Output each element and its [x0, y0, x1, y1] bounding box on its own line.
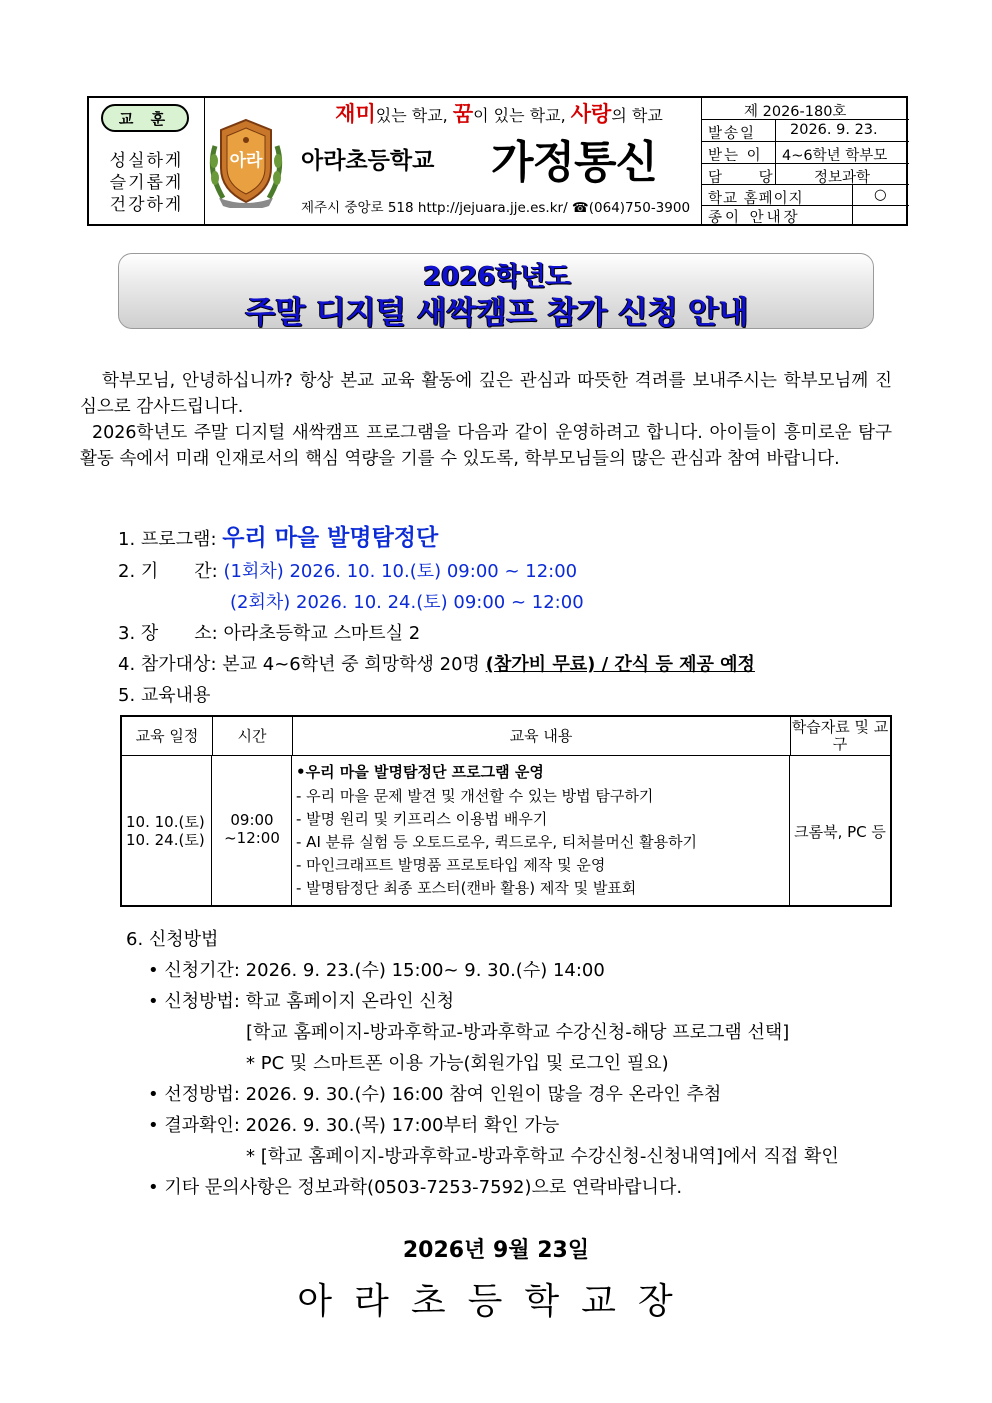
- motto-badge: 교 훈: [101, 104, 189, 132]
- result-note: * [학교 홈페이지-방과후학교-방과후학교 수강신청-신청내역]에서 직접 확인: [246, 1146, 839, 1167]
- list-item: - AI 분류 실험 등 오토드로우, 퀵드로우, 티처블머신 활용하기: [296, 833, 698, 851]
- slogan-word-dream: 꿈: [452, 102, 474, 126]
- title-banner: [118, 253, 874, 329]
- table-header-row: [122, 717, 890, 756]
- application-note: * PC 및 스마트폰 이용 가능(회원가입 및 로그인 필요): [246, 1053, 669, 1074]
- target-value: 본교 4~6학년 중 희망학생 20명: [222, 654, 480, 675]
- header-time: 시간: [212, 717, 293, 755]
- list-item: - 발명탐정단 최종 포스터(캔바 활용) 제작 및 발표회: [296, 879, 637, 897]
- recipient-row: 받는 이 4~6학년 학부모: [702, 142, 909, 164]
- session-date: 10. 24.(토): [126, 831, 205, 849]
- session-2: (2회차) 2026. 10. 24.(토) 09:00 ~ 12:00: [230, 592, 584, 613]
- intro-paragraph: 2026학년도 주말 디지털 새싹캠프 프로그램을 다음과 같이 운영하려고 합니다. 아이들이 흥미로운 탐구 활동 속에서 미래 인재로서의 핵심 역량을 기를 수 있도록, 학부모님들의 많은 관심과 참여 바랍니다.: [80, 423, 892, 469]
- recipient: 4~6학년 학부모: [782, 148, 888, 164]
- time-cell: [212, 755, 292, 905]
- period-item: 2. 기 간: (1회차) 2026. 10. 10.(토) 09:00 ~ 12:00: [118, 561, 578, 582]
- selection-method: • 선정방법: 2026. 9. 30.(수) 16:00 참여 인원이 많을 경우 온라인 추첨: [148, 1084, 722, 1105]
- slogan-word-love: 사랑: [570, 102, 612, 126]
- intro-paragraph: 학부모님, 안녕하십니까? 항상 본교 교육 활동에 깊은 관심과 따뜻한 격려를 보내주시는 학부모님께 진심으로 감사드립니다.: [80, 371, 892, 417]
- school-slogan: 재미있는 학교, 꿈이 있는 학교, 사랑의 학교: [335, 102, 663, 126]
- manager: 정보과학: [814, 170, 871, 186]
- list-item: - 우리 마을 문제 발견 및 개선할 수 있는 방법 탐구하기: [296, 787, 654, 805]
- target-item: 4. 참가대상: 본교 4~6학년 중 희망학생 20명 (참가비 무료) / 간식 등 제공 예정: [118, 654, 755, 675]
- send-date: 2026. 9. 23.: [790, 122, 878, 138]
- session-1: (1회차) 2026. 10. 10.(토) 09:00 ~ 12:00: [223, 561, 578, 582]
- content-heading: 5. 교육내용: [118, 685, 211, 706]
- application-method: • 신청방법: 학교 홈페이지 온라인 신청: [148, 991, 455, 1012]
- svg-text:아라: 아라: [229, 151, 263, 171]
- header-materials: 학습자료 및 교구: [791, 718, 889, 753]
- page-title: 주말 디지털 새싹캠프 참가 신청 안내: [245, 295, 749, 331]
- application-heading: 6. 신청방법: [126, 929, 219, 950]
- place-value: 아라초등학교 스마트실 2: [223, 623, 421, 644]
- content-title: •우리 마을 발명탐정단 프로그램 운영: [296, 763, 544, 781]
- issue-number-row: [702, 98, 909, 120]
- list-item: - 발명 원리 및 키프리스 이용법 배우기: [296, 810, 548, 828]
- time-end: ~12:00: [224, 829, 280, 847]
- homepage-mark: ○: [874, 187, 887, 203]
- place-item: 3. 장 소: 아라초등학교 스마트실 2: [118, 623, 421, 644]
- manager-row: 담 당 정보과학: [702, 164, 909, 185]
- curriculum-table: [120, 715, 892, 907]
- paper-row: 종이 안내장: [702, 206, 909, 224]
- inquiry-contact: • 기타 문의사항은 정보과학(0503-7253-7592)으로 연락바랍니다.: [148, 1177, 683, 1198]
- newsletter-header: [87, 96, 908, 226]
- school-name: 아라초등학교: [301, 148, 435, 174]
- school-contact: 제주시 중앙로 518 http://jejuara.jje.es.kr/ ☎(064)750-3900: [301, 200, 691, 216]
- materials-cell: 크롬북, PC 등: [794, 823, 886, 841]
- application-period: • 신청기간: 2026. 9. 23.(수) 15:00~ 9. 30.(수) 14:00: [148, 960, 605, 981]
- issue-number: 제 2026-180호: [744, 104, 847, 120]
- list-item: - 마인크래프트 발명품 프로토타입 제작 및 운영: [296, 856, 606, 874]
- session-date: 10. 10.(토): [126, 813, 205, 831]
- school-emblem-icon: [205, 116, 287, 208]
- schedule-cell: [122, 755, 212, 905]
- issue-info-table: [701, 98, 909, 224]
- newsletter-name: 가정통신: [491, 137, 658, 188]
- principal-signature: 아라초등학교장: [297, 1281, 695, 1322]
- motto-line: 슬기롭게: [109, 173, 184, 193]
- time-start: 09:00: [230, 811, 274, 829]
- application-path: [학교 홈페이지-방과후학교-방과후학교 수강신청-해당 프로그램 선택]: [246, 1022, 790, 1043]
- motto-line: 건강하게: [109, 195, 184, 215]
- program-item: 1. 프로그램: 우리 마을 발명탐정단: [118, 525, 439, 551]
- slogan-word-fun: 재미: [335, 102, 376, 126]
- title-year: 2026학년도: [423, 262, 571, 292]
- program-name: 우리 마을 발명탐정단: [222, 525, 439, 551]
- result-check: • 결과확인: 2026. 9. 30.(목) 17:00부터 확인 가능: [148, 1115, 560, 1136]
- motto-line: 성실하게: [109, 151, 184, 171]
- send-date-row: 발송일 2026. 9. 23.: [702, 120, 909, 142]
- header-content: 교육 내용: [292, 717, 791, 755]
- school-motto: [89, 98, 205, 224]
- header-schedule: 교육 일정: [122, 717, 213, 755]
- target-note: (참가비 무료) / 간식 등 제공 예정: [485, 654, 755, 675]
- content-cell: [292, 755, 790, 905]
- issue-date: 2026년 9월 23일: [402, 1238, 590, 1263]
- homepage-row: 학교 홈페이지 ○: [702, 185, 909, 206]
